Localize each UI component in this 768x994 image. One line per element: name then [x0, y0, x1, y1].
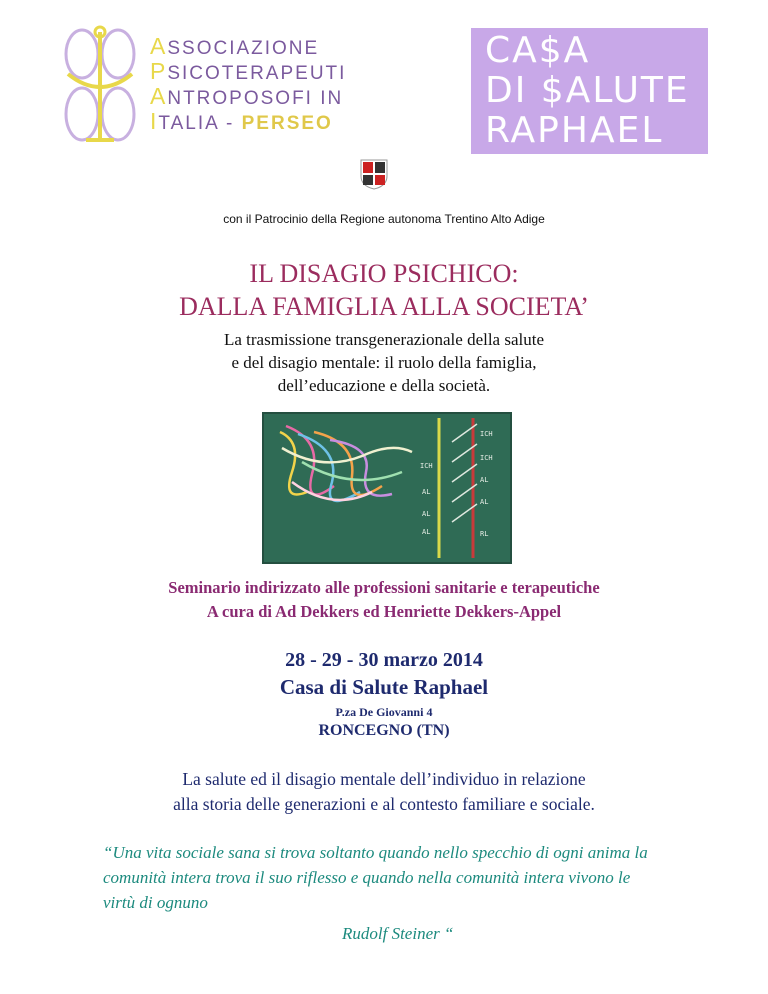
association-name-line: ITALIA - PERSEO	[150, 108, 333, 134]
event-town: RONCEGNO (TN)	[318, 722, 450, 739]
chalkboard-image	[262, 412, 512, 564]
quote-author: Rudolf Steiner “	[342, 924, 454, 943]
event-venue: Casa di Salute Raphael	[279, 675, 489, 699]
subtitle	[0, 328, 768, 397]
event-dates: 28 - 29 - 30 marzo 2014	[285, 649, 483, 671]
subtitle-line: dell’educazione e della società.	[277, 376, 491, 395]
subtitle-line: La trasmissione transgenerazionale della salute	[223, 330, 545, 349]
casa-logo-line: DI $ALUTE	[485, 70, 690, 111]
quote	[103, 840, 703, 915]
seminar-line: A cura di Ad Dekkers ed Henriette Dekkers-Appel	[206, 602, 562, 621]
board-label: AL	[422, 528, 431, 536]
board-label: AL	[422, 488, 431, 496]
casa-di-salute-logo	[471, 28, 708, 154]
board-label: AL	[480, 476, 489, 484]
event-description	[0, 767, 768, 817]
association-name-line: ASSOCIAZIONE	[150, 33, 320, 59]
quote-line: comunità intera trova il suo riflesso e quando nella comunità intera vivono le	[103, 868, 631, 887]
board-label: ICH	[420, 462, 433, 470]
patronage-text: con il Patrocinio della Regione autonoma Trentino Alto Adige	[223, 212, 545, 226]
coat-of-arms-icon	[359, 158, 389, 190]
seminar-line: Seminario indirizzato alle professioni sanitarie e terapeutiche	[168, 578, 600, 597]
board-label: ICH	[480, 454, 493, 462]
seminar-info	[0, 576, 768, 624]
casa-logo-line: CA$A	[485, 30, 591, 71]
subtitle-line: e del disagio mentale: il ruolo della famiglia,	[231, 353, 537, 372]
casa-logo-line: RAPHAEL	[485, 110, 664, 151]
title-line: DALLA FAMIGLIA ALLA SOCIETA’	[179, 292, 589, 321]
quote-line: “Una vita sociale sana si trova soltanto quando nello specchio di ogni anima la	[103, 843, 648, 862]
board-label: ICH	[480, 430, 493, 438]
description-line: La salute ed il disagio mentale dell’individuo in relazione	[182, 769, 586, 789]
board-label: AL	[422, 510, 431, 518]
page-title	[0, 257, 768, 323]
association-logo-icon	[60, 22, 140, 147]
event-address: P.za De Giovanni 4	[335, 705, 433, 719]
title-line: IL DISAGIO PSICHICO:	[249, 259, 519, 288]
association-name-line: PSICOTERAPEUTI	[150, 58, 347, 84]
board-label: AL	[480, 498, 489, 506]
description-line: alla storia delle generazioni e al contesto familiare e sociale.	[173, 794, 595, 814]
association-name-line: ANTROPOSOFI IN	[150, 83, 344, 109]
quote-line: virtù di ognuno	[103, 893, 208, 912]
board-label: RL	[480, 530, 489, 538]
